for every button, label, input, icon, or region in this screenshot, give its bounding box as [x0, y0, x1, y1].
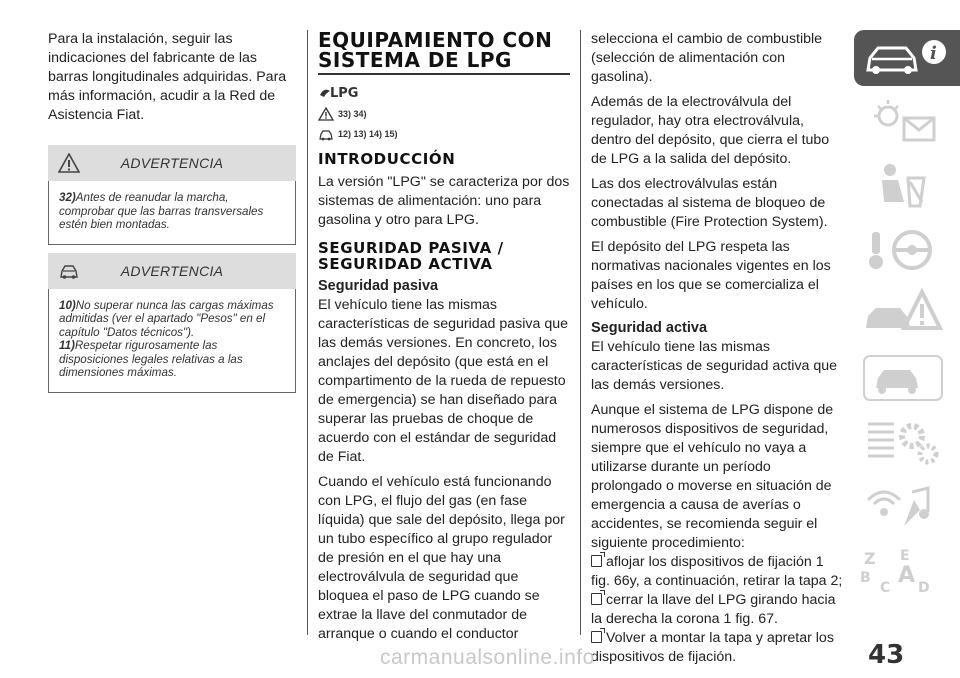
- warning-item: [59, 299, 287, 340]
- checkbox-bullet-icon: [591, 593, 602, 605]
- car-warning-icon: [318, 127, 334, 141]
- intro-paragraph: Para la instalación, seguir las indicaciones del fabricante de las barras longitudinales adquiridas. Para más información, acudir a la Red de Asistencia Fiat.: [48, 31, 287, 123]
- introduction-heading: INTRODUCCIÓN: [318, 150, 456, 168]
- introduction-paragraph: La versión "LPG" se caracteriza por dos sistemas de alimentación: uno para gasolina y otro para LPG.: [318, 174, 570, 228]
- warning-box-2: [48, 289, 296, 393]
- alphabetical-index-icon: [854, 542, 960, 598]
- active-safety-paragraph-1: El vehículo tiene las mismas características de seguridad activa que las demás versiones.: [591, 339, 838, 393]
- tab-car-info[interactable]: [854, 30, 960, 86]
- warning-header-1: [48, 145, 296, 181]
- svg-text:LPG: LPG: [330, 86, 358, 101]
- warning-title: ADVERTENCIA: [120, 155, 224, 171]
- svg-text:A: A: [898, 563, 916, 588]
- emergency-triangle-icon: [854, 286, 960, 342]
- svg-text:C: C: [880, 580, 891, 596]
- warning-box-1: [48, 181, 296, 245]
- tab-index[interactable]: [854, 542, 960, 598]
- reference-numbers: 12) 13) 14) 15): [338, 129, 398, 139]
- multimedia-icon: [854, 478, 960, 534]
- technical-gears-icon: [854, 414, 960, 470]
- checkbox-bullet-icon: [591, 631, 602, 643]
- passive-safety-subheading: Seguridad pasiva: [318, 278, 439, 294]
- procedure-step: [591, 591, 843, 629]
- safety-heading-line-1: SEGURIDAD PASIVA /: [318, 239, 504, 257]
- reference-numbers: 33) 34): [338, 109, 367, 119]
- page-number: 43: [868, 640, 905, 670]
- safety-heading: [318, 240, 570, 272]
- dashboard-lights-icon: [854, 94, 960, 150]
- tab-dashboard-lights[interactable]: [854, 94, 960, 150]
- tab-safety[interactable]: [854, 158, 960, 214]
- warning-item-text: Antes de reanudar la marcha, comprobar que las barras transversales estén bien montadas.: [59, 191, 264, 231]
- checkbox-bullet-icon: [591, 555, 602, 567]
- column-3: [591, 30, 843, 667]
- seat-safety-icon: [854, 158, 960, 214]
- paragraph: Además de la electroválvula del regulador, hay otra electroválvula, dentro del depósito, que cierra el tubo de LPG a la salida del depósito.: [591, 94, 830, 167]
- warning-item-number: 10): [59, 298, 76, 312]
- paragraph: El depósito del LPG respeta las normativas nacionales vigentes en los países en los que se comercializa el vehículo.: [591, 239, 831, 312]
- lpg-logo-icon: [318, 83, 570, 101]
- safety-heading-line-2: SEGURIDAD ACTIVA: [318, 255, 493, 273]
- warning-item: [59, 191, 287, 232]
- svg-text:Z: Z: [864, 549, 876, 568]
- warning-item-text: Respetar rigurosamente las disposiciones legales relativas a las dimensiones máximas.: [59, 339, 243, 379]
- svg-text:D: D: [918, 580, 930, 596]
- column-1: [48, 30, 296, 393]
- section-title-line-1: EQUIPAMIENTO CON: [318, 28, 553, 52]
- column-divider-1: [307, 30, 308, 635]
- tab-starting-driving[interactable]: [854, 222, 960, 278]
- warning-title: ADVERTENCIA: [120, 262, 224, 279]
- warning-item: [59, 339, 287, 380]
- procedure-step-text: aflojar los dispositivos de fijación 1 fig. 66y, a continuación, retirar la tapa 2;: [591, 554, 843, 589]
- svg-text:i: i: [930, 43, 937, 64]
- paragraph: Las dos electroválvulas están conectadas al sistema de bloqueo de combustible (Fire Protection System).: [591, 176, 828, 230]
- paragraph: selecciona el cambio de combustible (selección de alimentación con gasolina).: [591, 31, 823, 85]
- warning-header-2: [48, 253, 296, 289]
- tab-maintenance[interactable]: [854, 350, 960, 406]
- warning-item-number: 32): [59, 191, 76, 204]
- section-title-line-2: SISTEMA DE LPG: [318, 48, 512, 72]
- procedure-step-text: cerrar la llave del LPG girando hacia la derecha la corona 1 fig. 67.: [591, 592, 836, 627]
- key-steering-icon: [854, 222, 960, 278]
- watermark: carmanualsonline.info: [380, 646, 595, 669]
- passive-safety-paragraph-1: El vehículo tiene las mismas características de seguridad pasiva que las demás versiones. En concreto, los anclajes del depósito (que está en el compartimento de la rueda de repuesto de emergencia) se han diseñado para superar las pruebas de choque de acuerdo con el estándar de seguridad de Fiat.: [318, 297, 568, 465]
- warning-triangle-icon: [318, 107, 334, 121]
- section-title: [318, 30, 570, 75]
- active-safety-paragraph-2: Aunque el sistema de LPG dispone de numerosos dispositivos de seguridad, siempre que el vehículo no vaya a utilizarse durante un período prolongado o moverse en situación de emergencia a causa de averías o accidentes, se recomienda seguir el siguiente procedimiento:: [591, 402, 834, 551]
- procedure-step: [591, 553, 843, 591]
- tab-technical-data[interactable]: [854, 414, 960, 470]
- procedure-step-text: Volver a montar la tapa y apretar los dispositivos de fijación.: [591, 630, 834, 665]
- reference-row-2: [318, 127, 570, 141]
- car-info-icon: [854, 30, 960, 86]
- column-divider-2: [580, 30, 581, 635]
- reference-row-1: [318, 107, 570, 121]
- warning-item-number: 11): [59, 339, 75, 352]
- procedure-step: [591, 629, 843, 667]
- tab-multimedia[interactable]: [854, 478, 960, 534]
- warning-item-text: No superar nunca las cargas máximas admitidas (ver el apartado "Pesos" en el capítulo "Datos técnicos").: [59, 298, 274, 339]
- svg-text:B: B: [860, 570, 871, 586]
- car-maintenance-icon: [854, 350, 960, 406]
- active-safety-subheading: Seguridad activa: [591, 320, 708, 336]
- tab-emergency[interactable]: [854, 286, 960, 342]
- column-2: [318, 30, 570, 644]
- chapter-tabs: [854, 30, 960, 606]
- svg-text:E: E: [900, 548, 910, 564]
- passive-safety-paragraph-2: Cuando el vehículo está funcionando con LPG, el flujo del gas (en fase líquida) que sale del depósito, llega por un tubo específico al grupo regulador de presión en el que hay una electroválvula de seguridad que bloquea el paso de LPG cuando se extrae la llave del conmutador de arranque o cuando el conductor: [318, 474, 565, 642]
